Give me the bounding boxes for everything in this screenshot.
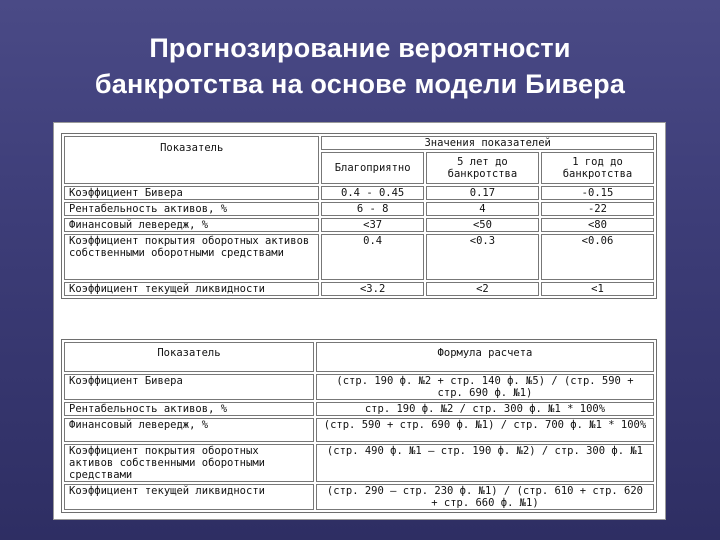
tables-panel [53, 122, 666, 520]
value-1year: -22 [541, 202, 654, 216]
indicator-formula: стр. 190 ф. №2 / стр. 300 ф. №1 * 100% [316, 402, 654, 416]
indicator-name: Коэффициент Бивера [64, 374, 314, 400]
indicator-name: Коэффициент Бивера [64, 186, 319, 200]
values-table-col-5years: 5 лет до банкротства [426, 152, 539, 184]
table-row [64, 218, 654, 232]
values-table-header-indicator: Показатель [64, 136, 319, 184]
values-table-header-group: Значения показателей [321, 136, 654, 150]
value-5years: <0.3 [426, 234, 539, 280]
indicator-formula: (стр. 190 ф. №2 + стр. 140 ф. №5) / (стр. 590 + стр. 690 ф. №1) [316, 374, 654, 400]
table-row [64, 444, 654, 482]
value-favorable: 6 - 8 [321, 202, 424, 216]
indicator-name: Коэффициент покрытия оборотных активов собственными оборотными средствами [64, 444, 314, 482]
table-row [64, 402, 654, 416]
indicator-name: Рентабельность активов, % [64, 402, 314, 416]
value-favorable: <3.2 [321, 282, 424, 296]
table-row [64, 186, 654, 200]
value-1year: <0.06 [541, 234, 654, 280]
indicator-name: Финансовый левередж, % [64, 418, 314, 442]
indicator-formula: (стр. 590 + стр. 690 ф. №1) / стр. 700 ф. №1 * 100% [316, 418, 654, 442]
formulas-table-header-formula: Формула расчета [316, 342, 654, 372]
value-5years: <50 [426, 218, 539, 232]
table-row [64, 418, 654, 442]
table-row [64, 234, 654, 280]
value-favorable: 0.4 [321, 234, 424, 280]
value-1year: -0.15 [541, 186, 654, 200]
value-favorable: 0.4 - 0.45 [321, 186, 424, 200]
value-1year: <1 [541, 282, 654, 296]
table-row [64, 202, 654, 216]
indicator-formula: (стр. 490 ф. №1 – стр. 190 ф. №2) / стр. 300 ф. №1 [316, 444, 654, 482]
values-table [61, 133, 657, 299]
value-1year: <80 [541, 218, 654, 232]
indicator-name: Коэффициент покрытия оборотных активов собственными оборотными средствами [64, 234, 319, 280]
value-5years: 4 [426, 202, 539, 216]
slide-title-line-2: банкротства на основе модели Бивера [94, 69, 626, 99]
values-table-col-1year: 1 год до банкротства [541, 152, 654, 184]
indicator-formula: (стр. 290 – стр. 230 ф. №1) / (стр. 610 + стр. 620 + стр. 660 ф. №1) [316, 484, 654, 510]
table-row [64, 282, 654, 296]
value-5years: 0.17 [426, 186, 539, 200]
table-row [64, 484, 654, 510]
table-row [64, 374, 654, 400]
value-favorable: <37 [321, 218, 424, 232]
indicator-name: Коэффициент текущей ликвидности [64, 282, 319, 296]
value-5years: <2 [426, 282, 539, 296]
formulas-table-header-indicator: Показатель [64, 342, 314, 372]
indicator-name: Финансовый левередж, % [64, 218, 319, 232]
slide-title-line-1: Прогнозирование вероятности [149, 33, 571, 63]
formulas-table [61, 339, 657, 513]
slide-title [0, 30, 720, 102]
values-table-col-favorable: Благоприятно [321, 152, 424, 184]
indicator-name: Рентабельность активов, % [64, 202, 319, 216]
indicator-name: Коэффициент текущей ликвидности [64, 484, 314, 510]
